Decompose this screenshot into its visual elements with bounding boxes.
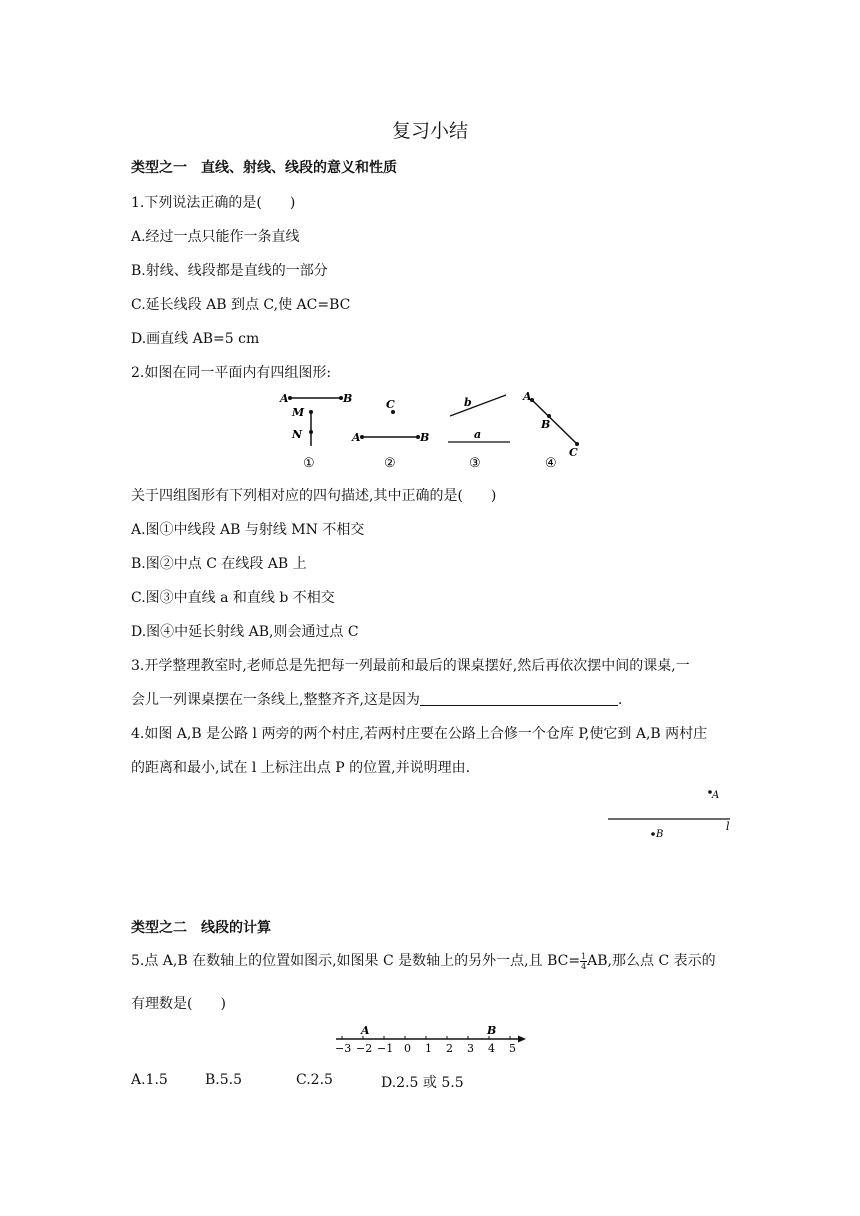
fraction-numerator: 1: [581, 951, 587, 961]
fig3-label-b: b: [464, 396, 472, 409]
question-5-text-b: AB,那么点 C 表示的: [587, 953, 716, 969]
question-1-stem: 1.下列说法正确的是( ): [131, 195, 296, 211]
section-heading-1: 类型之一 直线、射线、线段的意义和性质: [131, 160, 397, 176]
fig-q4-label-b: B: [656, 829, 664, 840]
question-1-option-b: B.射线、线段都是直线的一部分: [131, 263, 328, 279]
question-5-text-a: 5.点 A,B 在数轴上的位置如图示,如图果 C 是数轴上的另外一点,且 BC=: [131, 953, 581, 969]
axis-point-b: B: [487, 1024, 497, 1037]
axis-tick-2: 2: [446, 1042, 453, 1055]
fig4-label-a: A: [523, 390, 532, 403]
axis-tick-5: 5: [509, 1042, 516, 1055]
question-2-figure: [270, 388, 600, 470]
question-2-option-c: C.图③中直线 a 和直线 b 不相交: [131, 590, 335, 606]
question-2-option-a: A.图①中线段 AB 与射线 MN 不相交: [131, 522, 365, 538]
question-5-line-1: [131, 950, 716, 971]
question-3-line-1: 3.开学整理教室时,老师总是先把每一列最前和最后的课桌摆好,然后再依次摆中间的课桌,一: [131, 658, 690, 674]
fig-caption-4: ④: [545, 456, 557, 470]
axis-tick-4: 4: [488, 1042, 495, 1055]
question-5-option-b: B.5.5: [205, 1072, 243, 1088]
fig1-label-m: M: [292, 406, 305, 419]
fig4-label-b: B: [541, 418, 551, 431]
fig-caption-1: ①: [303, 456, 315, 470]
fig2-label-b: B: [420, 431, 430, 444]
question-2-prompt: 关于四组图形有下列相对应的四句描述,其中正确的是( ): [131, 488, 497, 504]
question-4-line-1: 4.如图 A,B 是公路 l 两旁的两个村庄,若两村庄要在公路上合修一个仓库 P,使它到 A,B 两村庄: [131, 726, 708, 742]
axis-tick-neg3: −3: [335, 1042, 352, 1055]
question-3-end: .: [617, 692, 623, 708]
axis-tick-1: 1: [425, 1042, 432, 1055]
fig1-label-b: B: [343, 392, 353, 405]
answer-blank[interactable]: [420, 691, 618, 706]
fig-caption-3: ③: [469, 456, 481, 470]
fig-caption-2: ②: [384, 456, 396, 470]
axis-point-a: A: [361, 1024, 370, 1037]
number-line-figure: [330, 1022, 530, 1056]
question-5-line-2: 有理数是( ): [131, 996, 226, 1012]
axis-tick-neg1: −1: [377, 1042, 394, 1055]
fig2-label-a: A: [352, 431, 361, 444]
question-2-option-d: D.图④中延长射线 AB,则会通过点 C: [131, 624, 359, 640]
fig4-label-c: C: [569, 446, 578, 459]
page-title: 复习小结: [391, 120, 468, 142]
axis-tick-3: 3: [467, 1042, 474, 1055]
question-1-option-a: A.经过一点只能作一条直线: [131, 229, 300, 245]
axis-tick-neg2: −2: [356, 1042, 373, 1055]
question-2-option-b: B.图②中点 C 在线段 AB 上: [131, 556, 307, 572]
axis-tick-0: 0: [404, 1042, 411, 1055]
fig3-label-a: a: [474, 428, 482, 441]
fig-q4-label-l: l: [726, 820, 730, 833]
fraction-denominator: 4: [581, 961, 587, 971]
question-5-option-c: C.2.5: [296, 1072, 333, 1088]
question-1-option-d: D.画直线 AB=5 cm: [131, 331, 260, 347]
question-5-option-a: A.1.5: [131, 1072, 168, 1088]
question-2-stem: 2.如图在同一平面内有四组图形:: [131, 365, 332, 381]
question-3-line-2: [131, 689, 622, 709]
question-5-option-d: D.2.5 或 5.5: [381, 1075, 464, 1091]
question-4-line-2: 的距离和最小,试在 l 上标注出点 P 的位置,并说明理由.: [131, 760, 471, 776]
fig1-label-a: A: [280, 392, 289, 405]
question-3-text: 会儿一列课桌摆在一条线上,整整齐齐,这是因为: [131, 692, 420, 708]
fig-q4-label-a: A: [712, 790, 720, 801]
fig1-label-n: N: [292, 428, 303, 441]
fig2-label-c: C: [386, 398, 395, 411]
section-heading-2: 类型之二 线段的计算: [131, 920, 271, 936]
question-1-option-c: C.延长线段 AB 到点 C,使 AC=BC: [131, 297, 351, 313]
question-4-figure: [600, 784, 740, 844]
